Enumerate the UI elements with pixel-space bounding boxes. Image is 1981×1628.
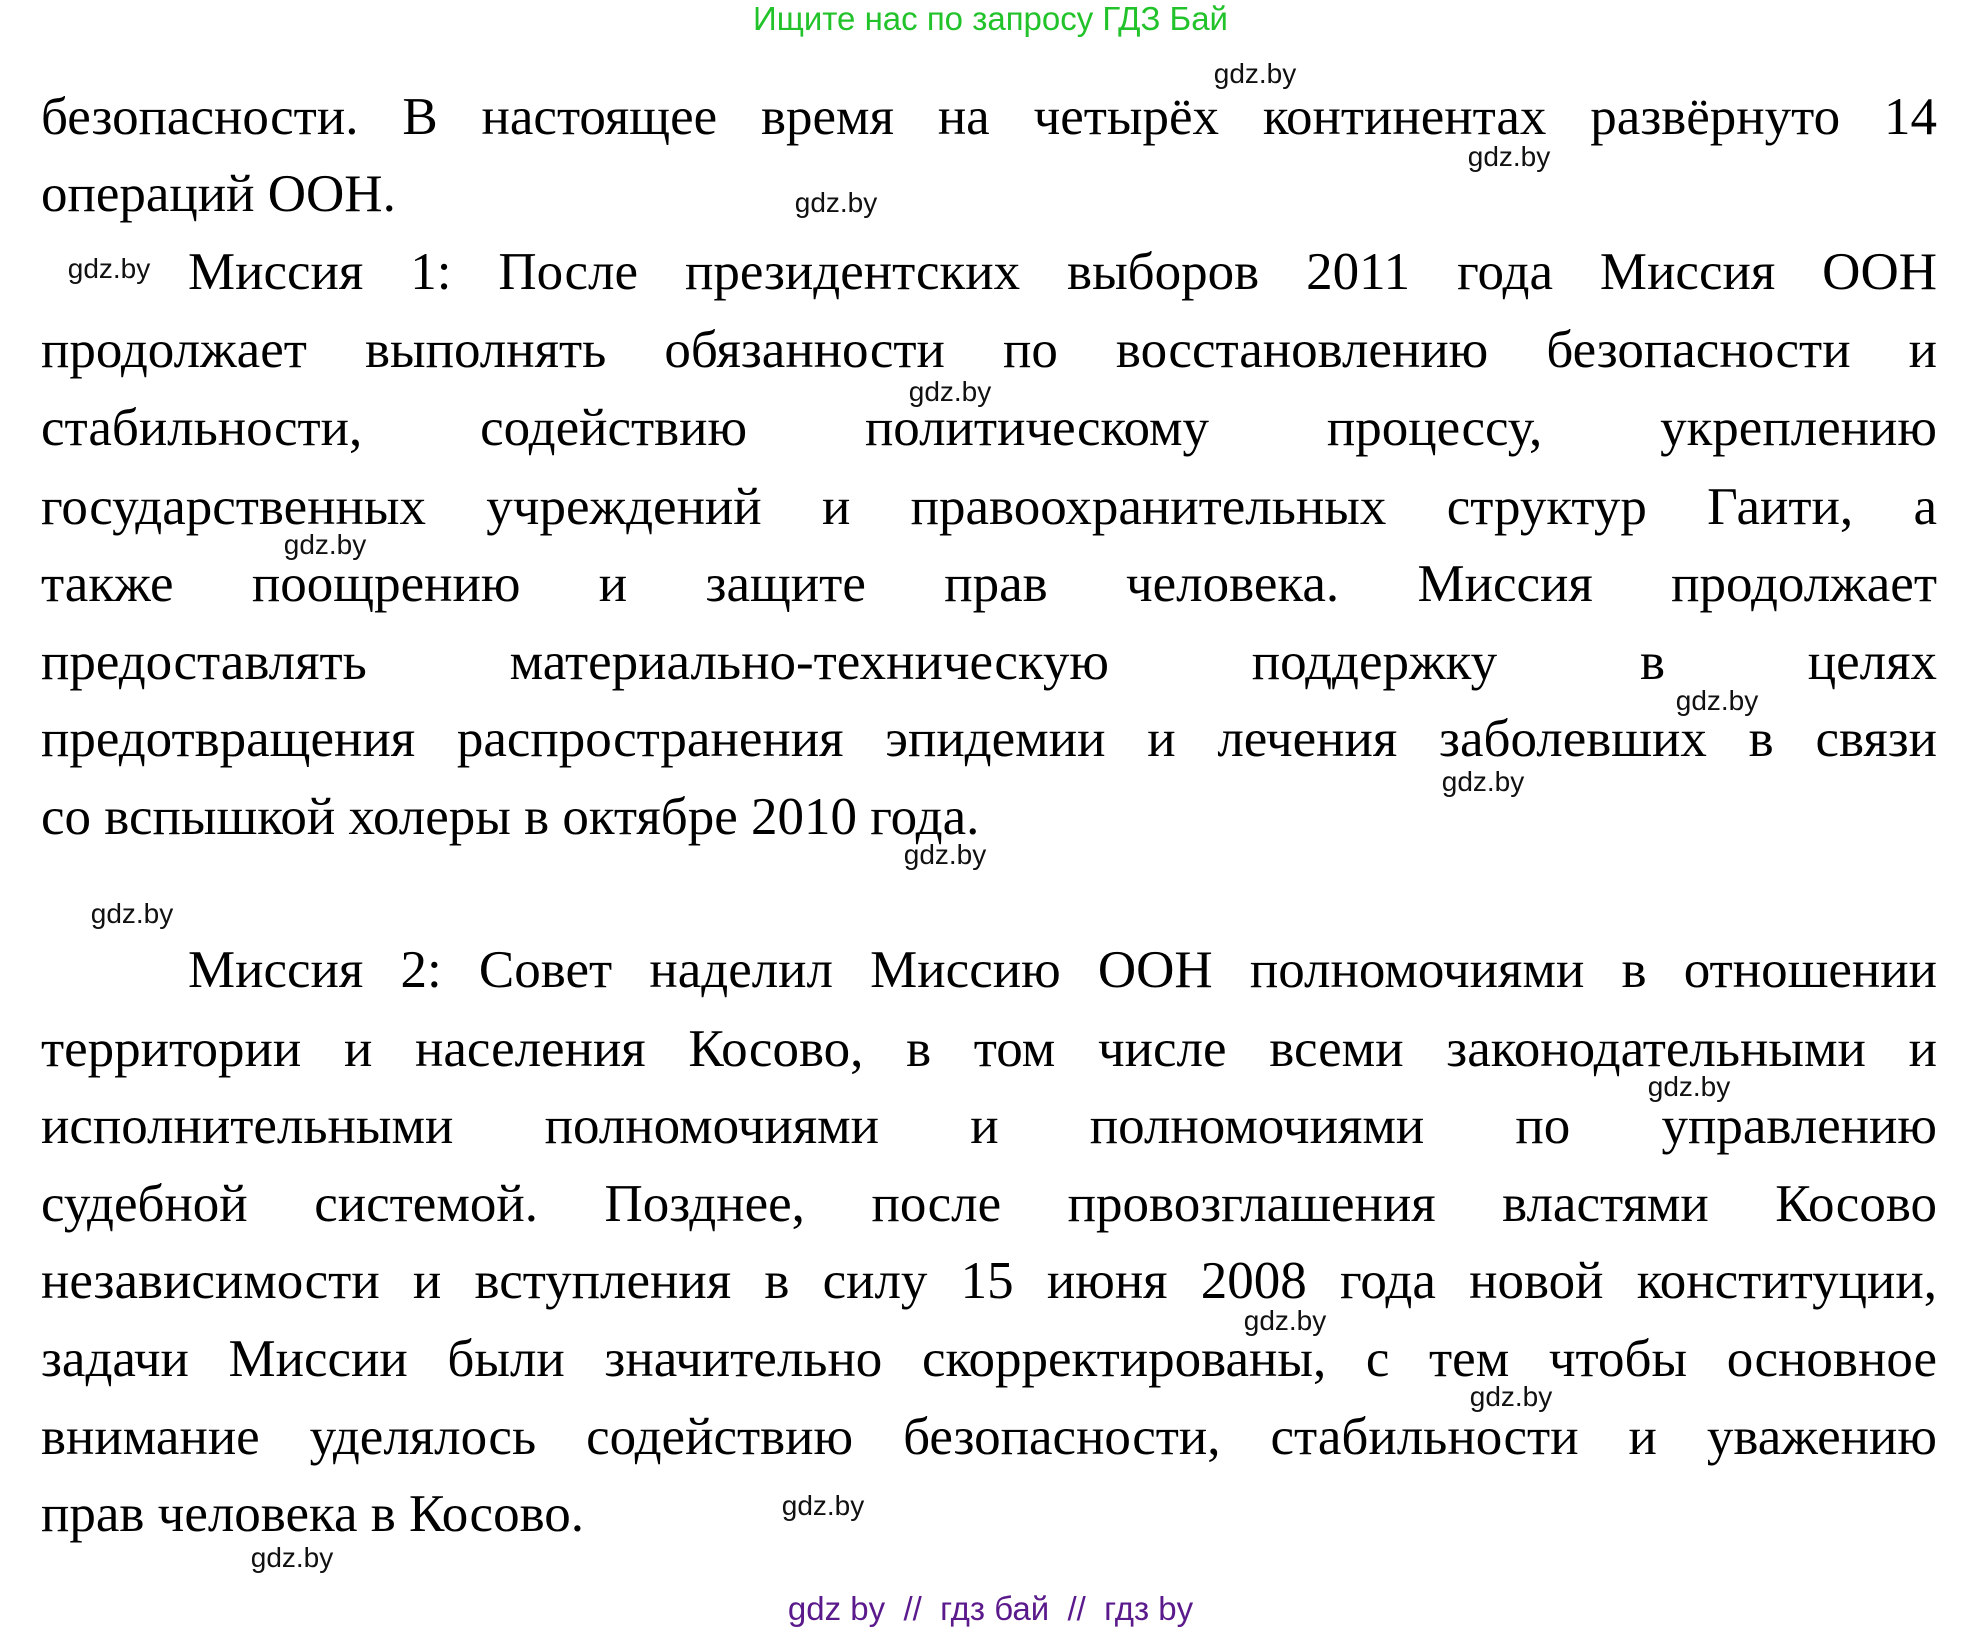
text-line: Миссия 2: Совет наделил Миссию ООН полномочиями в отношении [188,941,1937,999]
watermark: gdz.by [1467,141,1551,172]
watermark: gdz.by [283,529,367,560]
text-line: задачи Миссии были значительно скорректированы, с тем чтобы основное [41,1330,1937,1388]
watermark: gdz.by [908,376,992,407]
promo-header: Ищите нас по запросу ГДЗ Бай [753,0,1228,37]
text-line: безопасности. В настоящее время на четырёх континентах развёрнуто 14 [41,88,1937,146]
watermark: gdz.by [1675,685,1759,716]
watermark: gdz.by [67,253,151,284]
watermark: gdz.by [1469,1381,1553,1412]
watermark: gdz.by [1647,1071,1731,1102]
text-line: операций ООН. [41,165,396,223]
text-line: прав человека в Косово. [41,1485,584,1543]
watermark: gdz.by [250,1542,334,1573]
text-line: стабильности, содействию политическому процессу, укреплению [41,399,1937,457]
text-line: государственных учреждений и правоохранительных структур Гаити, а [41,478,1937,536]
watermark: gdz.by [903,839,987,870]
watermark: gdz.by [794,187,878,218]
text-line: Миссия 1: После президентских выборов 2011 года Миссия ООН [188,243,1937,301]
text-line: со вспышкой холеры в октябре 2010 года. [41,788,980,846]
text-line: территории и населения Косово, в том числе всеми законодательными и [41,1020,1937,1078]
text-line: внимание уделялось содействию безопасности, стабильности и уважению [41,1408,1937,1466]
text-line: продолжает выполнять обязанности по восстановлению безопасности и [41,321,1937,379]
footer-links[interactable]: gdz by // гдз бай // гдз by [787,1590,1194,1627]
text-line: судебной системой. Позднее, после провозглашения властями Косово [41,1175,1937,1233]
watermark: gdz.by [1213,58,1297,89]
text-line: предоставлять материально-техническую поддержку в целях [41,633,1937,691]
watermark: gdz.by [781,1490,865,1521]
watermark: gdz.by [90,898,174,929]
text-line: также поощрению и защите прав человека. Миссия продолжает [41,555,1937,613]
text-line: исполнительными полномочиями и полномочиями по управлению [41,1097,1937,1155]
text-line: независимости и вступления в силу 15 июня 2008 года новой конституции, [41,1252,1937,1310]
text-line: предотвращения распространения эпидемии и лечения заболевших в связи [41,710,1937,768]
watermark: gdz.by [1441,766,1525,797]
watermark: gdz.by [1243,1305,1327,1336]
